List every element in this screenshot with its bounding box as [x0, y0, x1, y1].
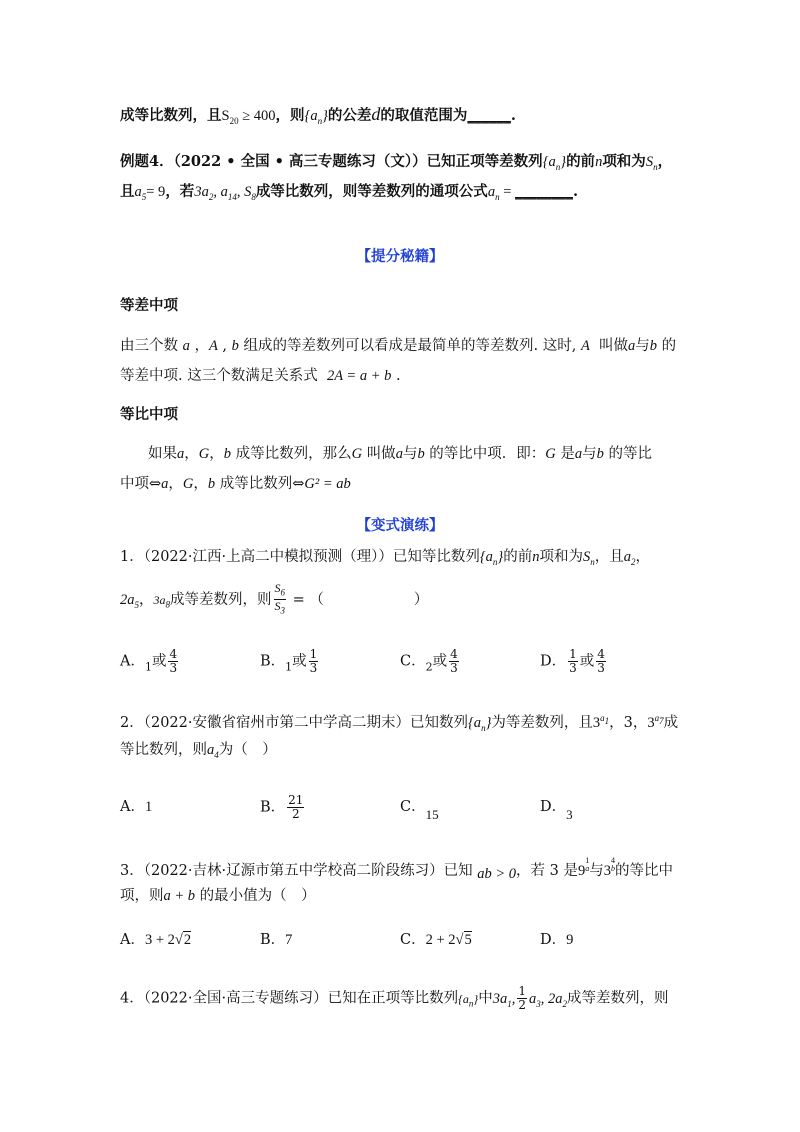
arith-mean-para-1: 由三个数 a ，A , b 组成的等差数列可以看成是最简单的等差数列. 这时, A 叫做a与b 的 [120, 338, 677, 354]
q1-option-b[interactable]: B．$_1$或 $\frac{1}{3}$ [260, 647, 318, 675]
q2-option-d[interactable]: D．3 [540, 799, 573, 822]
q1-option-d[interactable]: D． $\frac{1}{3}$ 或 $\frac{4}{3}$ [540, 647, 605, 675]
geo-mean-heading: 等比中项 [120, 406, 178, 423]
question-3-line2: 项，则a + b 的最小值为（ ） [120, 888, 316, 904]
q3-option-a[interactable]: A．3 + 2√2 [120, 932, 192, 948]
section-practice-heading: 【变式演练】 [356, 517, 444, 534]
section-tips-heading: 【提分秘籍】 [356, 248, 444, 265]
q2-option-c[interactable]: C．15 [400, 799, 439, 822]
geo-mean-para-2: 中项⇔a，G，b 成等比数列⇔G² = ab [120, 476, 351, 492]
arith-mean-heading: 等差中项 [120, 297, 178, 314]
geo-mean-para-1: 如果a，G，b 成等比数列，那么G 叫做a与b 的等比中项．即：G 是a与b 的等比 [148, 446, 652, 462]
question-3-line1: 3．（2022·吉林·辽源市第五中学校高二阶段练习）已知 ab > 0，若 3 是9 $^{1 a}$ 与3 $^{4 b}$ 的等比中 [120, 856, 673, 882]
q2-option-a[interactable]: A．1 [120, 799, 153, 815]
q3-option-c[interactable]: C．2 + 2√5 [400, 932, 472, 948]
arith-mean-para-2: 等差中项. 这三个数满足关系式 2A = a + b . [120, 368, 401, 384]
example-4-line2: 且$a_5= 9$，若$3a_2$, $a_{14}$, $S_8$成等比数列，则等差数列的通项公式$a_n$ = ________. [120, 183, 579, 202]
question-2-line1: 2．（2022·安徽省宿州市第二中学高二期末）已知数列$\{a_n\}$为等差数列，且$3^{a_1}$，3，$3^{a_7}$成 [120, 713, 679, 733]
question-1-line1: 1．（2022·江西·上高二中模拟预测（理））已知等比数列$\{a_n\}$的前n项和为$S_n$，且$a_2$， [120, 549, 650, 567]
intro-line: 成等比数列，且$S_{20} \ge 400$，则$\{a_n\}$的公差d的取值范围为______. [120, 104, 516, 126]
q1-option-a[interactable]: A．$_1$或 $\frac{4}{3}$ [120, 647, 178, 675]
q1-option-c[interactable]: C．$_2$或 $\frac{4}{3}$ [400, 647, 458, 675]
question-4-line1: 4．（2022·全国·高三专题练习）已知在正项等比数列$\{a_n\}$中$3a_1$, $\frac{1}{2}$ $a_3$, $2a_2$成等差数列，则 [120, 984, 669, 1012]
q3-option-b[interactable]: B．7 [260, 932, 293, 948]
q2-option-b[interactable]: B． $\frac{21}{2}$ [260, 793, 304, 821]
example-4-line1: 例题4．（2022 • 全国 • 高三专题练习（文））已知正项等差数列$\{a_n\}$的前n项和为$S_n$， [120, 153, 673, 172]
question-1-line2: $2a_5$，$3a_8$成等差数列，则 $\frac{S_6}{S_3}$ = （ ） [120, 581, 429, 616]
q3-option-d[interactable]: D．9 [540, 932, 574, 948]
question-2-line2: 等比数列，则$a_4$为（ ） [120, 742, 277, 760]
